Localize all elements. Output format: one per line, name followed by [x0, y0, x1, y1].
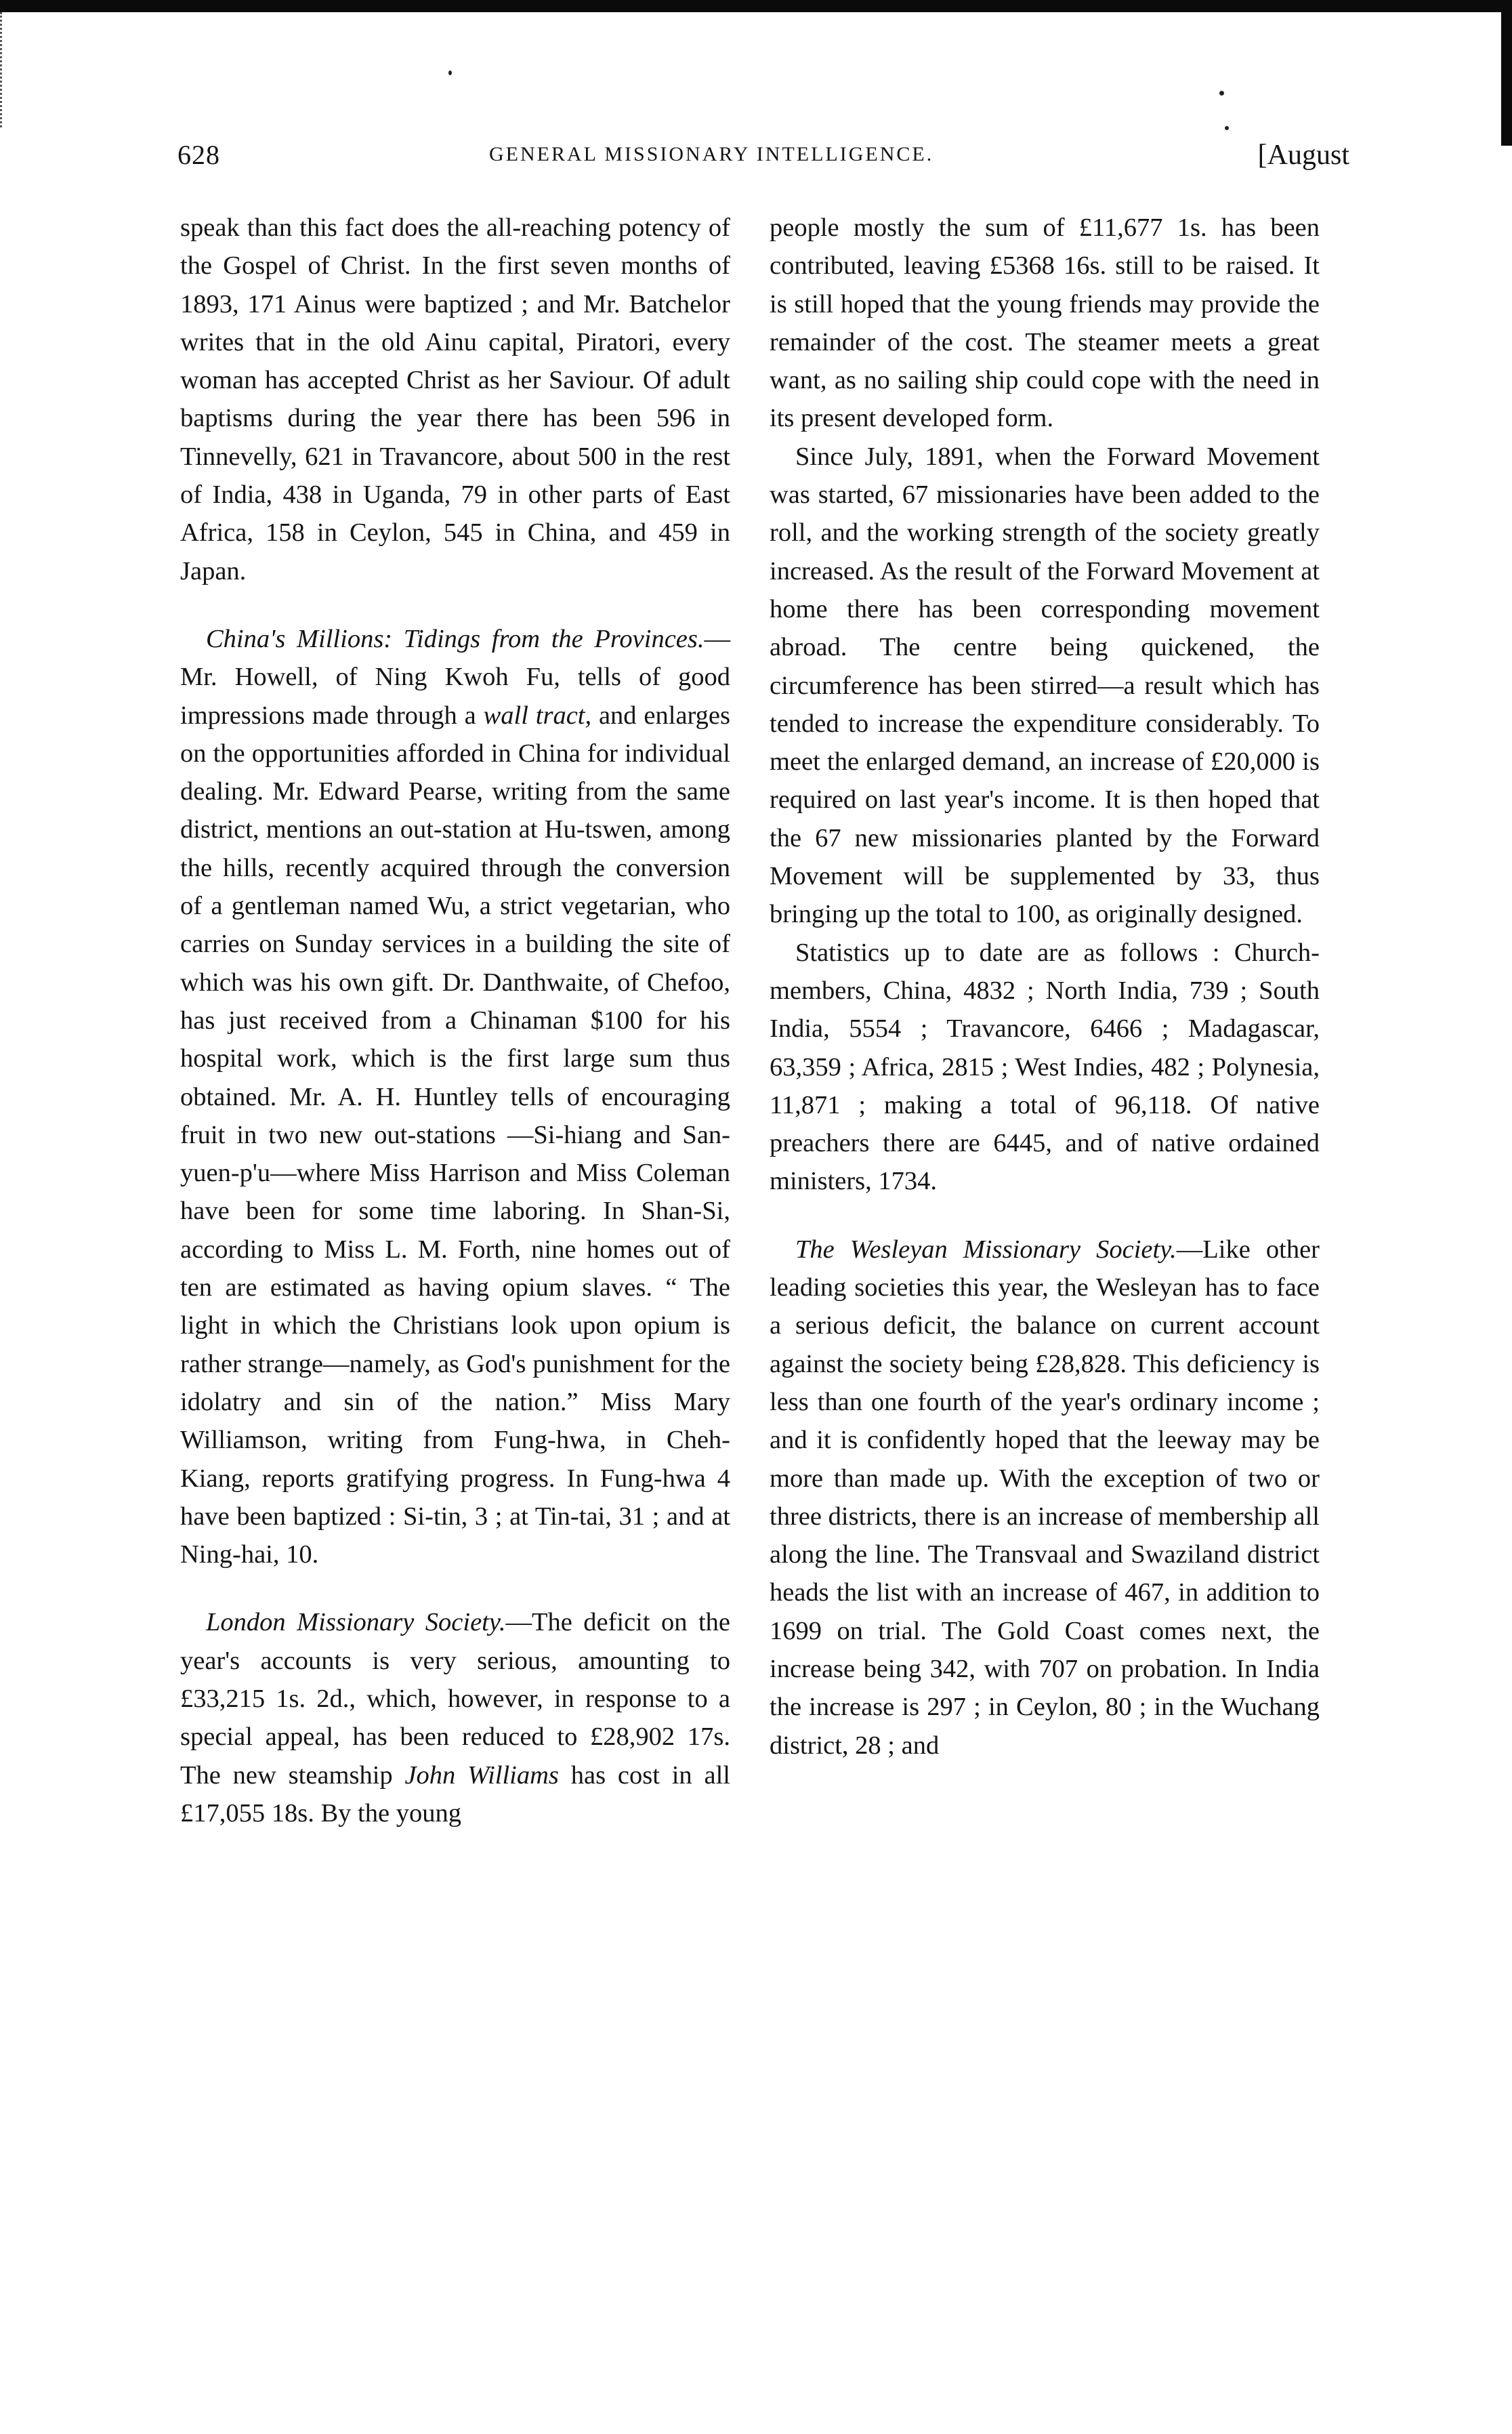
paragraph-text: has cost in all £17,055 18s. By the young: [180, 1760, 730, 1828]
paragraph-text: —Mr. Howell, of Ning Kwoh Fu, tells of good impressions made through a: [180, 624, 730, 730]
scan-speck: [448, 70, 452, 75]
paragraph-forward-movement: Since July, 1891, when the Forward Movement was started, 67 missionaries have been added to the roll, and the working strength of the society greatly increased. As the result of the Forward Movement at home there has been corresponding movement abroad. The centre being quickened, the circumference has been stirred—a result which has tended to increase the expenditure considerably. To meet the enlarged demand, an increase of £20,000 is required on last year's income. It is then hoped that the 67 new missionaries planted by the Forward Movement will be supplemented by 33, thus bringing up the total to 100, as originally designed.: [770, 442, 1320, 929]
scan-edge-right: [1501, 0, 1512, 146]
italic-phrase: wall tract,: [483, 701, 592, 730]
paragraph-gap: [180, 590, 730, 620]
paragraph-text: —Like other leading societies this year, the Wesleyan has to face a serious deficit, the balance on current account against the society being £28,828. This deficiency is less than one fourth of the year's ordinary income ; and it is confidently hoped that the leeway may be more than made up. With the exception of two or three districts, there is an increase of membership all along the line. The Transvaal and Swaziland district heads the list with an increase of 467, in addition to 1699 on trial. The Gold Coast comes next, the increase being 342, with 707 on probation. In India the increase is 297 ; in Ceylon, 80 ; in the Wuchang district, 28 ; and: [770, 1235, 1320, 1760]
page-number: 628: [177, 140, 220, 170]
page-header: [177, 139, 1349, 186]
paragraph-statistics: Statistics up to date are as follows : Church-members, China, 4832 ; North India, 739 ; South India, 5554 ; Travancore, 6466 ; Madagascar, 63,359 ; Africa, 2815 ; West Indies, 482 ; Polynesia, 11,871 ; making a total of 96,118. Of native preachers there are 6445, and of native ordained ministers, 1734.: [770, 938, 1320, 1196]
heading-chinas-millions: China's Millions: Tidings from the Provinces.: [206, 624, 705, 653]
running-month: [August: [1257, 140, 1349, 171]
paragraph-adult-baptisms: speak than this fact does the all-reaching potency of the Gospel of Christ. In the first seven months of 1893, 171 Ainus were baptized ; and Mr. Batchelor writes that in the old Ainu capital, Piratori, every woman has accepted Christ as her Saviour. Of adult baptisms during the year there has been 596 in Tinnevelly, 621 in Travancore, about 500 in the rest of India, 438 in Uganda, 79 in other parts of East Africa, 158 in Ceylon, 545 in China, and 459 in Japan.: [180, 213, 730, 585]
running-title: GENERAL MISSIONARY INTELLIGENCE.: [489, 143, 934, 165]
scan-speck: [1225, 126, 1229, 130]
heading-london-missionary-society: London Missionary Society.: [206, 1608, 506, 1637]
paragraph-text: —The deficit on the year's accounts is very serious, amounting to £33,215 1s. 2d., which, however, in response to a special appeal, has been reduced to £28,902 17s. The new steamship: [180, 1608, 730, 1790]
scan-edge-top: [0, 0, 1512, 12]
paragraph-gap: [180, 1573, 730, 1603]
paragraph-london-missionary-society: [180, 1603, 730, 1832]
scan-edge-left: [0, 12, 7, 127]
scan-speck: [1219, 91, 1224, 96]
paragraph-wesleyan-missionary-society: [770, 1231, 1320, 1765]
paragraph-chinas-millions: [180, 620, 730, 1573]
paragraph-gap: [770, 1201, 1320, 1231]
italic-ship-name: John Williams: [404, 1760, 559, 1790]
paragraph-steamer-cost: people mostly the sum of £11,677 1s. has been contributed, leaving £5368 16s. still to be raised. It is still hoped that the young friends may provide the remainder of the cost. The steamer meets a great want, as no sailing ship could cope with the need in its present developed form.: [770, 213, 1320, 433]
left-column: [180, 209, 730, 1832]
paragraph-text: and enlarges on the opportunities afforded in China for individual dealing. Mr. Edward Pearse, writing from the same district, mentions an out-station at Hu-tswen, among the hills, recently acquired through the conversion of a gentleman named Wu, a strict vegetarian, who carries on Sunday services in a building the site of which was his own gift. Dr. Danthwaite, of Chefoo, has just received from a Chinaman $100 for his hospital work, which is the first large sum thus obtained. Mr. A. H. Huntley tells of encouraging fruit in two new out-stations —Si-hiang and San-yuen-p'u—where Miss Harrison and Miss Coleman have been for some time laboring. In Shan-Si, according to Miss L. M. Forth, nine homes out of ten are estimated as having opium slaves. “ The light in which the Christians look upon opium is rather strange—namely, as God's punishment for the idolatry and sin of the nation.” Miss Mary Williamson, writing from Fung-hwa, in Cheh-Kiang, reports gratifying progress. In Fung-hwa 4 have been baptized : Si-tin, 3 ; at Tin-tai, 31 ; and at Ning-hai, 10.: [180, 701, 730, 1569]
right-column: [770, 209, 1320, 1765]
heading-wesleyan-missionary-society: The Wesleyan Missionary Society.: [795, 1235, 1177, 1264]
